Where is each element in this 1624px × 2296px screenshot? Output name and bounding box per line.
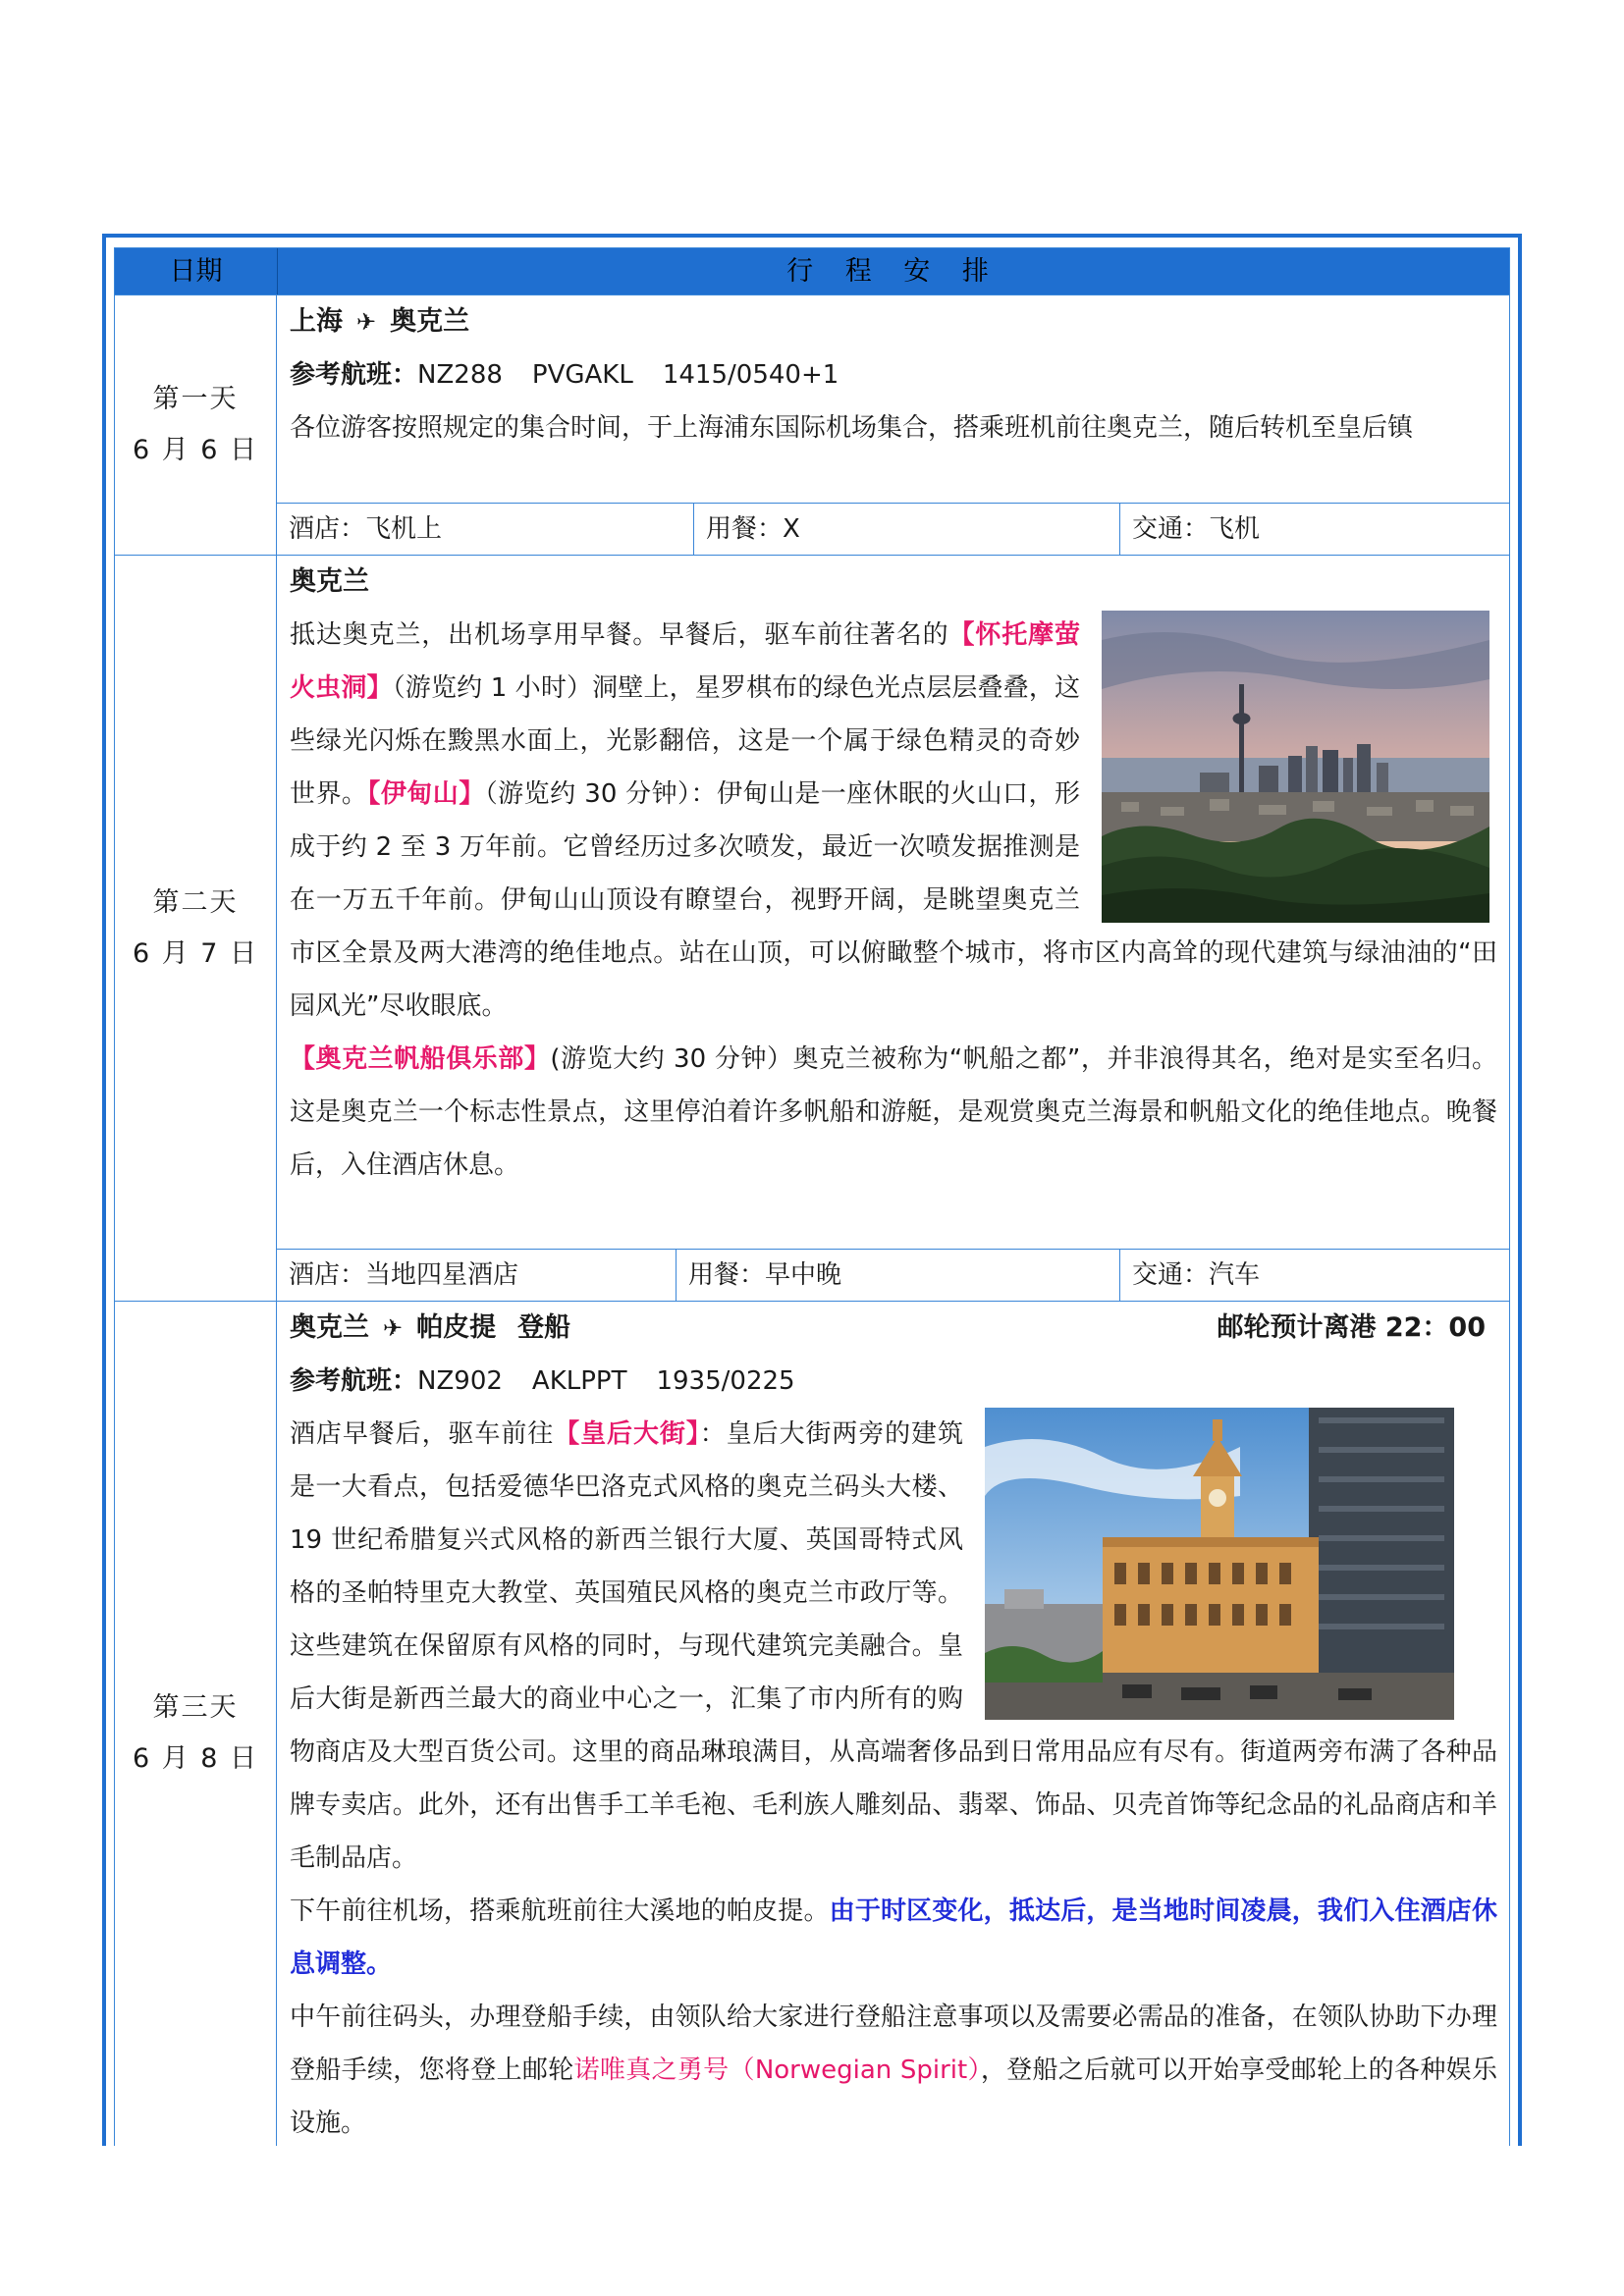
meal-info: 用餐：早中晚 bbox=[676, 1250, 1119, 1302]
auckland-skyline-photo bbox=[1102, 611, 1489, 923]
departure-note: 邮轮预计离港 22：00 bbox=[1217, 1312, 1486, 1343]
transport-info: 交通：汽车 bbox=[1119, 1250, 1509, 1302]
flight-time: 1935/0225 bbox=[656, 1366, 795, 1396]
airplane-icon: ✈ bbox=[383, 1314, 404, 1342]
airplane-icon: ✈ bbox=[356, 308, 377, 336]
day-label: 第三天 bbox=[152, 1691, 239, 1723]
queen-street-photo bbox=[985, 1408, 1454, 1720]
route-to: 帕皮提 bbox=[416, 1312, 497, 1343]
route-from: 上海 bbox=[290, 306, 343, 337]
day-title: 奥克兰 bbox=[290, 566, 369, 597]
attraction-sailing-club: 【奥克兰帆船俱乐部】 bbox=[290, 1044, 551, 1074]
day-content bbox=[290, 556, 1497, 1192]
day-row-3 bbox=[115, 1301, 1509, 2146]
flight-route: AKLPPT bbox=[531, 1366, 627, 1396]
day-description: 抵达奥克兰，出机场享用早餐。早餐后，驱车前往著名的【怀托摩萤火虫洞】（游览约 1 小时）洞壁上，星罗棋布的绿色光点层层叠叠，这些绿光闪烁在黢黑水面上，光影翻倍，这是一个属于绿色精灵的奇妙世界。【伊甸山】（游览约 30 分钟）：伊甸山是一座休眠的火山口，形成于约 2 至 3 万年前。它曾经历过多次喷发，最近一次喷发据推测是在一万五千年前。伊甸山山顶设有瞭望台，视野开阔，是眺望奥克兰市区全景及两大港湾的绝佳地点。站在山顶，可以俯瞰整个城市，将市区内高耸的现代建筑与绿油油的“田园风光”尽收眼底。 bbox=[290, 620, 1497, 1021]
route-embark: 登船 bbox=[517, 1312, 571, 1343]
day-date: 6 月 6 日 bbox=[132, 435, 259, 465]
day-footer bbox=[277, 503, 1509, 556]
meal-info: 用餐：X bbox=[693, 504, 1119, 556]
day-label: 第二天 bbox=[152, 886, 239, 918]
route-title bbox=[290, 1302, 1497, 1355]
route-to: 奥克兰 bbox=[390, 306, 470, 337]
day-date: 6 月 8 日 bbox=[132, 1742, 259, 1774]
itinerary-frame bbox=[102, 234, 1522, 2146]
table-header bbox=[115, 248, 1509, 294]
flight-info bbox=[290, 348, 1497, 401]
day-description-2: 下午前往机场，搭乘航班前往大溪地的帕皮提。由于时区变化，抵达后，是当地时间凌晨，我们入住酒店休息调整。 bbox=[290, 1896, 1497, 1979]
flight-time: 1415/0540+1 bbox=[662, 360, 839, 390]
day-content bbox=[290, 1302, 1497, 2146]
timezone-notice: 由于时区变化，抵达后，是当地时间凌晨，我们入住酒店休息调整。 bbox=[290, 1896, 1497, 1979]
attraction-queen-street: 【皇后大街】 bbox=[554, 1419, 700, 1449]
day-footer bbox=[277, 1249, 1509, 1302]
header-plan: 行 程 安 排 bbox=[277, 248, 1509, 294]
flight-info bbox=[290, 1355, 1497, 1408]
day-description: 酒店早餐后，驱车前往【皇后大街】：皇后大街两旁的建筑是一大看点，包括爱德华巴洛克式风格的奥克兰码头大楼、19 世纪希腊复兴式风格的新西兰银行大厦、英国哥特式风格的圣帕特里克大教堂、英国殖民风格的奥克兰市政厅等。这些建筑在保留原有风格的同时，与现代建筑完美融合。皇后大街是新西兰最大的商业中心之一，汇集了市内所有的购物商店及大型百货公司。这里的商品琳琅满目，从高端奢侈品到日常用品应有尽有。街道两旁布满了各种品牌专卖店。此外，还有出售手工羊毛袍、毛利族人雕刻品、翡翠、饰品、贝壳首饰等纪念品的礼品商店和羊毛制品店。 bbox=[290, 1419, 1497, 1873]
flight-route: PVGAKL bbox=[531, 360, 633, 390]
flight-number: NZ288 bbox=[417, 360, 503, 390]
transport-info: 交通：飞机 bbox=[1119, 504, 1509, 556]
day-row-2 bbox=[115, 555, 1509, 1301]
day-date: 6 月 7 日 bbox=[132, 937, 259, 969]
day-label: 第一天 bbox=[152, 384, 239, 414]
day-content bbox=[290, 295, 1497, 454]
attraction-mount-eden: 【伊甸山】 bbox=[367, 779, 485, 809]
hotel-info: 酒店：当地四星酒店 bbox=[289, 1260, 519, 1290]
day-cell bbox=[115, 1302, 277, 2146]
itinerary-table bbox=[114, 247, 1510, 2146]
hotel-info: 酒店：飞机上 bbox=[289, 514, 443, 544]
day-cell bbox=[115, 556, 277, 1301]
flight-label: 参考航班： bbox=[290, 360, 418, 390]
day-cell bbox=[115, 295, 277, 555]
flight-label: 参考航班： bbox=[290, 1366, 418, 1396]
day-row-1 bbox=[115, 294, 1509, 555]
cruise-ship-name: 诺唯真之勇号（Norwegian Spirit） bbox=[573, 2056, 981, 2085]
attraction-glowworm-cave: 【怀托摩萤火虫洞】 bbox=[290, 620, 1080, 703]
day-description: 各位游客按照规定的集合时间，于上海浦东国际机场集合，搭乘班机前往奥克兰，随后转机至皇后镇 bbox=[290, 413, 1414, 443]
route-title bbox=[290, 295, 1497, 348]
day-description-3: 中午前往码头，办理登船手续，由领队给大家进行登船注意事项以及需要必需品的准备，在领队协助下办理登船手续，您将登上邮轮诺唯真之勇号（Norwegian Spirit），登船之后就可以开始享受邮轮上的各种娱乐设施。 bbox=[290, 2002, 1497, 2138]
header-date: 日期 bbox=[169, 256, 223, 287]
flight-number: NZ902 bbox=[417, 1366, 503, 1396]
route-from: 奥克兰 bbox=[290, 1312, 369, 1343]
day-description-2: 【奥克兰帆船俱乐部】(游览大约 30 分钟）奥克兰被称为“帆船之都”，并非浪得其名，绝对是实至名归。这是奥克兰一个标志性景点，这里停泊着许多帆船和游艇，是观赏奥克兰海景和帆船文化的绝佳地点。晚餐后，入住酒店休息。 bbox=[290, 1044, 1497, 1180]
